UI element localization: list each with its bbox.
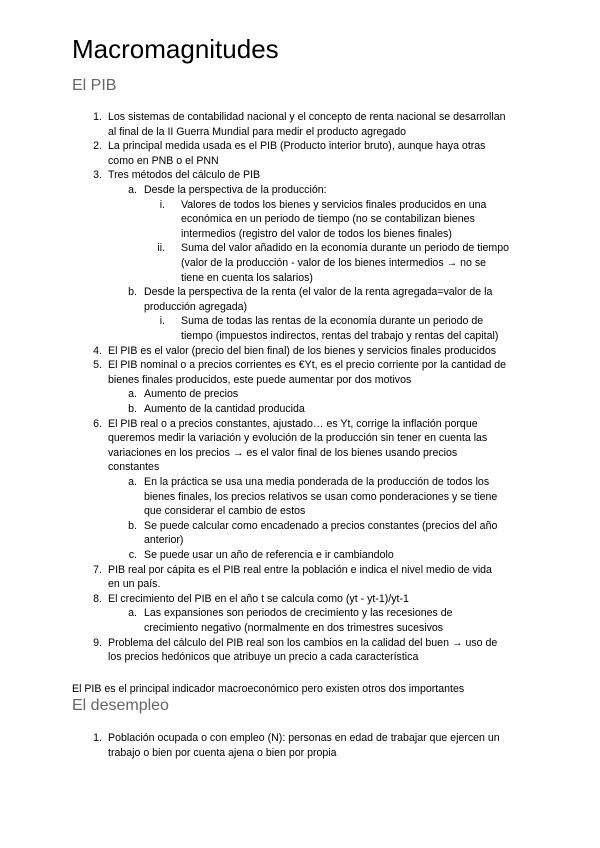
list-item-marker: 3. (93, 169, 102, 182)
list-item-text: constantes (108, 461, 160, 474)
sub-item-text: Desde la perspectiva de la renta (el valor de la renta agregada=valor de la (144, 286, 493, 299)
list-item-text: variaciones en los precios → es el valor final de los bienes usando precios (108, 446, 458, 459)
list-item-text: El PIB nominal o a precios corrientes es €Yt, es el precio corriente por la cantidad de (108, 359, 507, 372)
sub-sub-item-marker: i. (159, 315, 165, 328)
sub-item-text: En la práctica se usa una media ponderada de la producción de todos los (144, 476, 490, 488)
sub-sub-item-text: (valor de la producción - valor de los bienes intermedios → no se (181, 257, 487, 269)
list-item-marker: 1. (93, 732, 102, 744)
list-item-text: Población ocupada o con empleo (N): personas en edad de trabajar que ejercen un (108, 732, 500, 744)
sub-item-marker: a. (128, 607, 137, 620)
sub-item-marker: c. (128, 549, 137, 561)
list-item-marker: 9. (93, 636, 102, 649)
sub-item-text: anterior) (144, 534, 184, 547)
sub-item-text: Las expansiones son periodos de crecimiento y las recesiones de (144, 607, 453, 620)
list-item-text: queremos medir la variación y evolución de la producción sin tener en cuenta las (108, 432, 488, 445)
list-item-text: los precios hedónicos que atribuye un precio a cada característica (108, 651, 419, 664)
section-heading-pib: El PIB (72, 77, 117, 94)
list-item-marker: 8. (93, 592, 102, 605)
sub-sub-item-marker: i. (159, 198, 165, 211)
sub-sub-item-text: Suma de todas las rentas de la economía durante un periodo de (181, 315, 484, 328)
sub-item-marker: a. (128, 388, 137, 401)
sub-item-text: Se puede usar un año de referencia e ir cambiandolo (144, 549, 394, 561)
list-item-marker: 4. (93, 344, 102, 357)
list-item-text: trabajo o bien por cuenta ajena o bien por propia (108, 746, 337, 759)
page-title: Macromagnitudes (72, 34, 279, 64)
list-item-text: El PIB real o a precios constantes, ajustado… es Yt, corrige la inflación porque (108, 417, 478, 430)
list-item-text: bienes finales producidos, este puede aumentar por dos motivos (108, 373, 412, 386)
sub-item-marker: b. (128, 286, 137, 299)
list-item-text: Tres métodos del cálculo de PIB (108, 169, 261, 182)
list-item-marker: 2. (93, 140, 102, 153)
list-item-text: La principal medida usada es el PIB (Producto interior bruto), aunque haya otras (108, 140, 486, 153)
sub-item-text: Desde la perspectiva de la producción: (144, 184, 327, 196)
list-item-marker: 5. (93, 359, 102, 372)
list-item-text: PIB real por cápita es el PIB real entre la población e indica el nivel medio de vida (108, 563, 492, 576)
list-item-text: Problema del cálculo del PIB real son los cambios en la calidad del buen → uso de (108, 636, 498, 649)
sub-item-text: producción agregada) (144, 300, 248, 313)
sub-item-text: Aumento de precios (144, 388, 239, 401)
list-item-text: El PIB es el valor (precio del bien final) de los bienes y servicios finales producidos (108, 344, 497, 357)
sub-sub-item-text: económica en un periodo de tiempo (no se contabilizan bienes (181, 213, 475, 226)
sub-item-marker: b. (128, 403, 137, 415)
list-item-marker: 1. (93, 111, 102, 123)
sub-sub-item-text: tiene en cuenta los salarios) (181, 271, 313, 284)
list-item-text: en un país. (108, 578, 161, 591)
list-item-text: El crecimiento del PIB en el año t se calcula como (yt - yt-1)/yt-1 (108, 592, 409, 605)
sub-sub-item-marker: ii. (157, 242, 165, 255)
sub-item-text: que considerar el cambio de estos (144, 505, 306, 518)
sub-item-marker: a. (128, 184, 137, 196)
sub-sub-item-text: Suma del valor añadido en la economía durante un periodo de tiempo (181, 242, 510, 255)
list-item-text: como en PNB o el PNN (108, 154, 219, 167)
list-item-text: Los sistemas de contabilidad nacional y el concepto de renta nacional se desarrollan (108, 111, 506, 123)
sub-item-marker: a. (128, 476, 137, 488)
sub-item-text: Se puede calcular como encadenado a precios constantes (precios del año (144, 519, 498, 532)
sub-sub-item-text: intermedios (registro del valor de todos los bienes finales) (181, 227, 452, 240)
sub-item-marker: b. (128, 519, 137, 532)
sub-item-text: Aumento de la cantidad producida (144, 403, 305, 415)
sub-sub-item-text: Valores de todos los bienes y servicios finales producidos en una (181, 198, 487, 211)
list-item-text: al final de la II Guerra Mundial para medir el producto agregado (108, 125, 406, 138)
list-item-marker: 7. (93, 563, 102, 576)
sub-item-text: bienes finales, los precios relativos se usan como ponderaciones y se tiene (144, 490, 498, 503)
sub-item-text: crecimiento negativo (normalmente en dos trimestres sucesivos (144, 622, 444, 634)
sub-sub-item-text: tiempo (impuestos indirectos, rentas del trabajo y rentas del capital) (181, 330, 499, 342)
closing-paragraph: El PIB es el principal indicador macroeconómico pero existen otros dos importantes (72, 683, 465, 695)
section-heading-desempleo: El desempleo (72, 697, 169, 714)
list-item-marker: 6. (93, 417, 102, 430)
